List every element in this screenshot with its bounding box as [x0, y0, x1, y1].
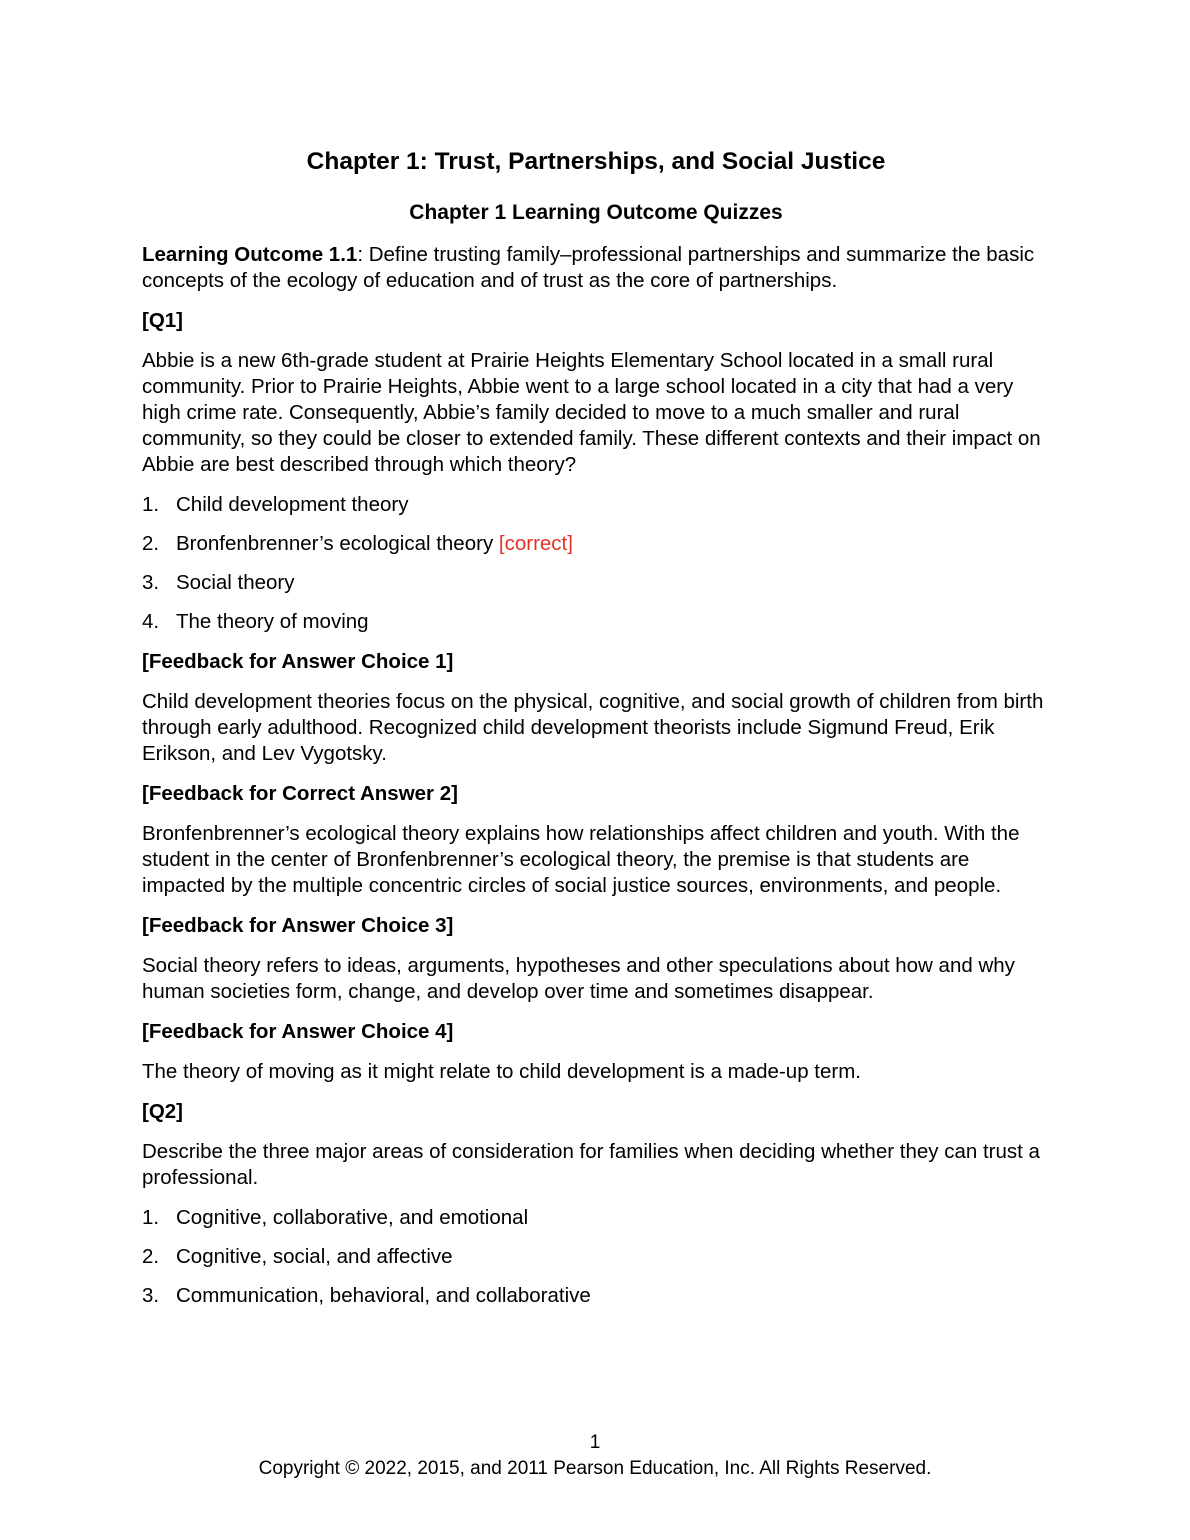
feedback-1-text: Child development theories focus on the physical, cognitive, and social growth of children from birth through early adulthood. Recognized child development theorists include Sigmund Freud, Erik Erikson, and Lev Vygotsky.: [142, 690, 1044, 765]
footer-copyright: Copyright © 2022, 2015, and 2011 Pearson Education, Inc. All Rights Reserved.: [258, 1458, 932, 1479]
option-text-wrap: [176, 609, 1050, 635]
q2-options: [142, 1205, 1050, 1309]
q1-option-3: [142, 570, 1050, 596]
learning-outcome-text: : Define trusting family–professional partnerships and summarize the basic concepts of the ecology of education and of trust as the core of partnerships.: [142, 243, 1035, 292]
q2-option-1: [142, 1205, 1050, 1231]
q2-option-3: [142, 1283, 1050, 1309]
option-text: Cognitive, social, and affective: [176, 1245, 453, 1268]
learning-outcome-label: Learning Outcome 1.1: [142, 243, 358, 266]
option-number: 2.: [142, 1245, 160, 1268]
option-number: 3.: [142, 571, 160, 594]
section-subtitle: Chapter 1 Learning Outcome Quizzes: [409, 201, 783, 224]
option-text: Social theory: [176, 571, 295, 594]
option-text-wrap: [176, 492, 1050, 518]
option-number: 2.: [142, 532, 160, 555]
feedback-2-heading: [Feedback for Correct Answer 2]: [142, 782, 458, 805]
page-title: Chapter 1: Trust, Partnerships, and Social Justice: [306, 148, 886, 175]
option-text-wrap: [176, 1283, 1050, 1309]
feedback-3-text: Social theory refers to ideas, arguments, hypotheses and other speculations about how and why human societies form, change, and develop over time and sometimes disappear.: [142, 954, 1015, 1003]
page-footer: [0, 1430, 1190, 1482]
option-number: 1.: [142, 1206, 160, 1229]
option-number: 4.: [142, 610, 160, 633]
footer-page-number: 1: [589, 1432, 601, 1453]
option-number: 1.: [142, 493, 160, 516]
q2-option-2: [142, 1244, 1050, 1270]
q1-options: [142, 492, 1050, 635]
q1-question: Abbie is a new 6th-grade student at Prairie Heights Elementary School located in a small rural community. Prior to Prairie Heights, Abbie went to a large school located in a city that had a very high crime rate. Consequently, Abbie’s family decided to move to a much smaller and rural community, so they could be closer to extended family. These different contexts and their impact on Abbie are best described through which theory?: [142, 349, 1041, 476]
option-text: The theory of moving: [176, 610, 369, 633]
option-text: Communication, behavioral, and collaborative: [176, 1284, 591, 1307]
feedback-2-text: Bronfenbrenner’s ecological theory explains how relationships affect children and youth. With the student in the center of Bronfenbrenner’s ecological theory, the premise is that students are impacted by the multiple concentric circles of social justice sources, environments, and people.: [142, 822, 1020, 897]
option-text-wrap: [176, 1205, 1050, 1231]
correct-tag: [correct]: [498, 532, 573, 555]
q1-heading: [Q1]: [142, 309, 183, 332]
learning-outcome-paragraph: [142, 242, 1050, 294]
option-text: Child development theory: [176, 493, 409, 516]
option-text: Bronfenbrenner’s ecological theory: [176, 532, 494, 555]
q1-option-4: [142, 609, 1050, 635]
option-text-wrap: [176, 1244, 1050, 1270]
q2-heading: [Q2]: [142, 1100, 183, 1123]
option-number: 3.: [142, 1284, 160, 1307]
feedback-4-text: The theory of moving as it might relate to child development is a made-up term.: [142, 1060, 861, 1083]
option-text-wrap: [176, 531, 1050, 557]
option-text-wrap: [176, 570, 1050, 596]
q2-question: Describe the three major areas of consideration for families when deciding whether they can trust a professional.: [142, 1140, 1040, 1189]
feedback-1-heading: [Feedback for Answer Choice 1]: [142, 650, 454, 673]
feedback-4-heading: [Feedback for Answer Choice 4]: [142, 1020, 454, 1043]
q1-option-1: [142, 492, 1050, 518]
q1-option-2: [142, 531, 1050, 557]
feedback-3-heading: [Feedback for Answer Choice 3]: [142, 914, 454, 937]
option-text: Cognitive, collaborative, and emotional: [176, 1206, 529, 1229]
